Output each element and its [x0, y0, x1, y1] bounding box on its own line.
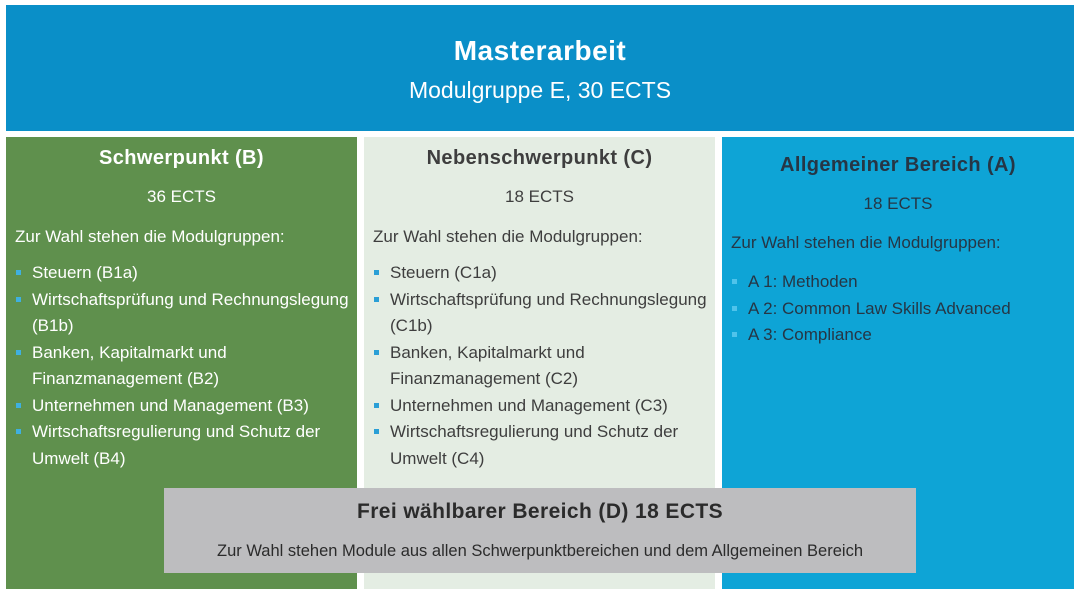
frei-waehlbarer-bereich-text: Zur Wahl stehen Module aus allen Schwerpunktbereichen und dem Allgemeinen Bereich [216, 542, 863, 560]
nebenschwerpunkt-intro: Zur Wahl stehen die Modulgruppen: [373, 227, 643, 246]
list-item [15, 287, 351, 340]
schwerpunkt-title: Schwerpunkt (B) [99, 147, 264, 169]
list-item [373, 393, 709, 420]
list-item [373, 287, 709, 340]
list-item-label: Wirtschaftsregulierung und Schutz der Umwelt (C4) [390, 422, 679, 468]
frei-waehlbarer-bereich-box [164, 488, 916, 573]
bullet-icon [732, 332, 737, 337]
schwerpunkt-ects: 36 ECTS [147, 187, 216, 206]
list-item [15, 393, 351, 420]
allgemeiner-bereich-intro: Zur Wahl stehen die Modulgruppen: [731, 233, 1001, 252]
list-item-label: Wirtschaftsregulierung und Schutz der Umwelt (B4) [32, 422, 321, 468]
bullet-icon [374, 403, 379, 408]
list-item-label: Wirtschaftsprüfung und Rechnungslegung (B1b) [32, 289, 349, 335]
allgemeiner-bereich-title: Allgemeiner Bereich (A) [780, 154, 1016, 176]
bullet-icon [374, 429, 379, 434]
bullet-icon [16, 403, 21, 408]
allgemeiner-bereich-ects: 18 ECTS [863, 194, 933, 213]
masterarbeit-box [6, 5, 1074, 131]
list-item-label: Steuern (C1a) [390, 263, 497, 282]
bullet-icon [374, 350, 379, 355]
bullet-icon [732, 306, 737, 311]
list-item [373, 419, 709, 472]
list-item-label: A 3: Compliance [748, 325, 872, 344]
nebenschwerpunkt-title: Nebenschwerpunkt (C) [426, 147, 653, 169]
frei-waehlbarer-bereich-title: Frei wählbarer Bereich (D) 18 ECTS [356, 500, 724, 523]
bullet-icon [374, 297, 379, 302]
bullet-icon [16, 270, 21, 275]
nebenschwerpunkt-ects: 18 ECTS [505, 187, 574, 206]
list-item [373, 260, 709, 287]
allgemeiner-bereich-list [731, 269, 1068, 349]
bullet-icon [374, 270, 379, 275]
bullet-icon [16, 297, 21, 302]
nebenschwerpunkt-list [373, 260, 709, 472]
schwerpunkt-list [15, 260, 351, 472]
list-item [731, 322, 1068, 349]
list-item-label: A 2: Common Law Skills Advanced [748, 298, 1011, 318]
list-item [15, 419, 351, 472]
list-item-label: Unternehmen und Management (B3) [32, 395, 309, 415]
list-item [15, 340, 351, 393]
list-item-label: Wirtschaftsprüfung und Rechnungslegung (C1b) [390, 289, 707, 335]
masterarbeit-subtitle: Modulgruppe E, 30 ECTS [408, 77, 672, 103]
bullet-icon [16, 350, 21, 355]
masterarbeit-title: Masterarbeit [453, 35, 627, 66]
bullet-icon [16, 429, 21, 434]
list-item-label: Unternehmen und Management (C3) [390, 395, 668, 415]
list-item [15, 260, 351, 287]
list-item-label: Steuern (B1a) [32, 263, 138, 282]
bullet-icon [732, 279, 737, 284]
list-item-label: A 1: Methoden [748, 272, 858, 291]
schwerpunkt-intro: Zur Wahl stehen die Modulgruppen: [15, 227, 285, 246]
list-item [731, 269, 1068, 296]
list-item [373, 340, 709, 393]
list-item-label: Banken, Kapitalmarkt und Finanzmanagement (C2) [390, 342, 585, 388]
list-item [731, 296, 1068, 323]
list-item-label: Banken, Kapitalmarkt und Finanzmanagement (B2) [32, 342, 227, 388]
